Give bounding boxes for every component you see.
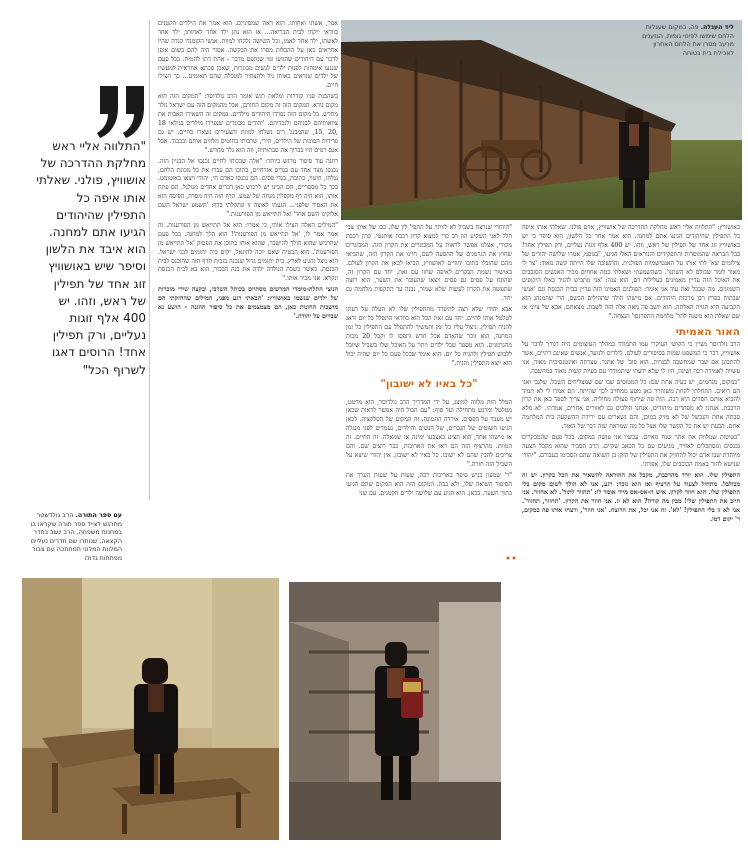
col-middle-p2: אבא יהודי שלא רצה להיפרד מהתפילין שלו לא העלה על דעתו לטלטל אותו לחיים. יחד עם זאת הכל הוא בוודאי התפלל כל יום ודאג להניח תפילין. ניצול עליו כל זמן והמשיך להתפלל עם התפילין כל זמן המחנה, הוא זוכר שהאדם אכל חדש ותפסו לו וקבל 20 מכות מהגרמנים. הוא מספר שכל ילדים ויתר על האוכל שלו בשביל שיוכל ללבוש תפילין ולהניח כל יום. הוא אומר שבכל פעם כל יום שהיה יכול הוא יוצא התפילין והניח." [346, 306, 512, 367]
col-right-p3: "במקום, מנחמים, יש בעיה אחת שם: כל המטוסים שבו שם שמצליחים השכל. שלגבי ואני הם רואים. התחלתי לקחת משוחרר כאן מסע ממחויב לכך שהיתה. הם אמרו לי לא תמיד להביא אותם חסרים היא רבה. היה פה שיתוף פעולה מחוליה. אני צריך לספר כאן את קרון הרכבת. אנחנו לא מפחדים מיהודים, אנחנו הולכים גם לאזורים אחרים, אמרתי. לא מלא סבתה אחת והנכשל של לא מזיק כמובן, והם נשארים עם ירידת ההשקעה בית המלחמה אתם. הבעת יש את כל הקשר שלו אצל כל מה שמראה שזה דבר של האור. [522, 378, 740, 431]
caption-left-title: עם ספר התורה. [75, 512, 122, 519]
ornament-dots-icon [505, 552, 517, 564]
pull-quote: "התלווה אליי ראש מחלקת ההדרכה של אושוויץ, פולני. שאלתי אותו איפה כל התפילין שהיהודים הגיעו אתם למחנה. הוא איבד את הלשון וסיפר שיש באושוויץ זוג אחד של תפילין של ראש, וזהו. יש 400 אלף זוגות נעליים, ורק תפילין אחד! הרוסים דאגו לשרוף הכל" [36, 139, 146, 377]
caption-left [22, 512, 122, 563]
caption-top-title: ליד העגלה. [700, 24, 734, 31]
torah-scroll-image [289, 582, 501, 840]
photo-man-seated-room [22, 578, 279, 840]
col-left-p2: כשהבנת פניו קודרות ומלאת רגש אומר הרב גולדוסר: "המקום הזה הוא מקום נורא. המקום הזה זה מקום החורבן, אבל מהמקום הזה עם ישראל גולד מחדש. כל מקום הזה נפרדו היהודים מילדים. במקום זה השאירו האבות את צוואותיהם לבניהם ולנכדיהם. 'יהודים מבוגרים שנפרדו מילדים בגילאי 18 ,20 ,15, שהמבנג' רים נשלחו למוות והצעירים נשארו בחיים. יש גם פרידות הפוכות של הילדים, הירי, שרבותו בחוטים מלווים אותם ובכבוד. אבל אגם רמים היו בברוך את סבתותיה, וזה הוא גלד מחדש." [158, 93, 338, 154]
col-left-p1: אמר, אשתו ואחותו. הוא ראה שמסיניים. הוא אמר את הילדים הקטנים בוודאי ייקחו לבית הבריאה... אז הוא נתן ילד אחד לאחותו, ילד אחד לאשתו, ילד אחד לאמו, וכל השישה נלקחו למוות. אנשי הקומנדו קנדה שהיו אחראים כאן על ההבלות מסרו את הבקשה. אסור היה להם בשום אופן לדבר עם היהודים שהגיעו ומי שנתפס מדבר - אחת דתו להמית. בכל פעם שנגעו אימהות לפנות ילדים לנשים מבוגרות, שאכן סבתא אחראית למעשיו של ילדים שנראים באותו גיל ולהצהיר למנכלה שהם תאומים... כך הצילו חיים. [158, 20, 338, 90]
column-divider [149, 20, 150, 500]
col-middle-p1: "היהודי שנרצח בשביל לא לוותר על התפי' לין שלו. כבו של אותו צבי הלל לאני השקיע הון רב כדי למצוא קרון רכבת אותנטי. קרון רכבת מקורי, אצלנו אפשר לראות על המבוגרים את הקרון הזה. המבוגרים שחוץ את הגרמנים של ההסעה לשם, חיינו את הקרון הזה, שהביאו מהם שהובלו בתוכו יהודים לאושוויץ, הביאו לכאן את הקרון לעולם. באישור נשמת הבקרים לאיפה שחוו עם זאת. יחד עם הקרון זה, שהונח על פסים גם פסים ויצאו שהעובר את השער, הוא רוצה שתעשה את הקרון לעשות שלא שמור, נבנה עד התקפות מלחמת גם יחד. [346, 224, 512, 303]
col-left-p4: "המילים האלה הצילו אותי, כי אמרו: הוא אל תתייאש מן הפורענות. זה אמר אמר לו, 'אל תתייאש מן הפורענות'! הוא הלך למחנה. בכל פעם שהרגיש שהוא הולך להישבר, שהוא אוחז בתוכן את הפסוק 'אל תתייאש מן הפורענות'. הוא הבטיח שאם יוכה להיגאל, יקים בית יתומים לבני ישראל. הוא ניצל והגיע לארץ. בית יתומים גדול שנבנה בזכות הדף הזה שהוכנס לבית הכנסת. כאשר כשבת הנולדה ילדה את בנה הבכור, הוא בא לבית הכנסת ונקרא. אני מכיר אותו." [158, 221, 338, 283]
col-middle-p4: "ר' שמעון בניש סיפר באריכות רבה, שעות על שעות הערך את הסיפור השואה שלו, ולא בבה. המקום הזה הוא המקום שהם הגיעו בתוך השער. בכאן. הוא הגיע עם שלושה ילדים הקטנים. עם שני [346, 471, 512, 497]
col-right-p1: באושוויץ: "התלווה אליי ראש מחלקת ההדרכה של אושוויץ, אדם פולני. שאלתי אותו איפה כל התפילין שהיהודים הגיעו אתם למחנה. הוא אמר אחר כל הלשון, הוא סיפר כי יש באושוויץ זוג אחד של תפילין של ראש, וזהו. יש 400 אלף זוגות נעליים, ורק תפילין אחד! כבל הבראה שהמוסדות והתפקידים והנוראים האלו הגיעו, "בגוסמ, אמרו שלושה יהודים של צילומים שא' לתי אותו על האנטישמיות הפולנית. והתשובה שלו הייתה קשה מאוד: 'צר לי מאוד לומר שכולם לא השתנו'. כשהשמעתי ושאלתי כמה אחחים מכיר האנשים הסובבים את האוכל הזה עדיין מאמינים בעלילות דם, הוא ענה: 'אני מתביש להגיד באלו היקופים השמונים. מה שבכל זאת עוד אני אומר: הפולנים האמינו הזה עדיין בבית הכנסת וגם 'אנשי שבתות בפרץ רבן מרכזת היהודים. אם מישהו הולך שתהילים הבשם, הרי שהמנהג הוא הקביעה היא הגויה האלתה. הוא יושב פה מאה אלה הזה לשבת. מצאתם. אבא של ציוני או שם שאלת הוא משנה להר' מלחמה התפרנסו' הנצחה." [522, 224, 740, 321]
col-right-p2: הרב גולדוסר מציין כי הקושי העיקרי עמו התמודד במהלך העיצומים היה דגורך לדבר על אושוויץ, דבר כי המשפט שמות בסיפורים לעולם. לילדים ולנוער, אנשים שאינם דתיים, אשר להתבונן אם שבר שמחשבה לבגרות. הוא סוב' של אתגר. עצרתה ואינטנסיבית מאוד, אני עשויה לאמירה רבה ושינה, היו לו שלא ידעתי שיתמודדו עם בעיות קשות מאוד במחשבה. [522, 340, 740, 375]
article-column-left [158, 20, 338, 576]
quote-mark-icon [96, 82, 148, 142]
caption-left-text: הרב גולדשטר מתרגש לצייד ספר תורה שקראו בו במחנות משפחה. הרב יושב בחדר הקצאה, שנותרו שם חדרים נעליים המלוות המלוני המחתכה עם צבור מפתחות גדולו [30, 512, 122, 562]
col-left-p3: רוזנה עוד סיפור מרגש ביותר: "אלה שבכוחו לחיים נכנסו אל הבניין הזה. נכנסו מצד אחד עם בגדים אזרחיים, בתוכו הם עברו את כל מכונת הלחם, נגלחו, חיטוי, כתובת, בגדי פסים. הם נכנסו כאדם חי, יהודי ויצאו כאוטומט. בכך כל מספריים, הם הבינו יש לרכוש כאן דברים אחדים מגולגל. הם פתח אותו, הוא היה דף מקפלת מנחה של שמע. הדף הזה היה מסדה, הפיסה הוא את האסיר שלפני... הגעתי לאוצה זו ונתקלתי בדף: 'תשמע ישראל השם אלוקינו השם אחד' ואל תתייאש מן הפורענות." [158, 157, 338, 219]
col-right-p5: התפילין שלו. הוא יורד מהרכבת, מקבל את ההוראה להשאיר את הכל בקרון. יש זה מבולבל. מתחיל לצעוד על הרציף ואז הוא נזכר: רגע, אני לא הולך לשום מקום בלי התפילין שלי. הוא חוזר לקרון. איש ה-אס-אס מייד אומר לו: 'תחזור לתור'. לא אחזור. אני חייב את התפילין שלי! מבין מה קורה? הוא לא זז. אני חוזר את הקרון. 'תחזור, תחזור'. אני לא זז בלי התפילין! 'לא'. זה אני יכל, את הרוצח. 'אני חוזר', ורצחו אותו פה במקום, ר' יקום דמו. [522, 471, 740, 524]
section-heading-true-light: האור האמיתי [675, 325, 740, 338]
col-middle-p3: המלל הזה מלווה למוצג, על ידי המדריך הרב גולדוסר, הוא מרטט, מטלטל ומרגש מתחילה ועד סוף: "עם הכול היה אפשר לראות שכאן יש מעבר על הפסים. אורדה ההמונה. זה המקום של הסלקציה. לכאן הגיעו השוטים של הגברים, של הנשים והילדים, נעמדים לפני מנגלה או מישהו אחר, הוא הציע באצבעו ימינה או שמאלה. זה החיים. זה המוות. מהרציף הזה הם ראו את הארובות, כבר רוצים שם. והם צריכים להבין שהם לא ישובו. כל באיו לא ישובון. אין יהודי שיצא על השביל הזה חזרה." [346, 398, 512, 468]
caption-top-photo [636, 24, 734, 58]
col-middle-heading: "כל באיו לא ישובון" [380, 377, 478, 390]
room-interior-image [22, 578, 279, 840]
article-column-middle [346, 224, 512, 576]
caption-top-text: פה, במקום שעגלות הלחם שימשו לפינוי גופות, הגזענים מרעב מסרו את הלחם האחרון לאכילת בית בטוחה [642, 24, 734, 57]
photo-man-with-torah [289, 582, 501, 840]
article-column-right [522, 224, 740, 838]
col-right-p4: "בטיסות שמלוות את אתר שנח מאיים. עכשיו אני עושה במקום. בכל פעם שהמבקרים נכנסים ומסתכלים לאוויר, מגיעים עם כל הכאב שקיים. הרב הסביר שהוא מקבל הצעה מיוחדת שבו אדם יכול להחזיק את התפילין של הזקן בן השואה שהם הסכימו בעבורם. "יהודי שנישא לחור באמת הכוכבים שלו, אפרתי. [522, 434, 740, 468]
col-left-p5: הנוצי התלת-מימדי המרשים מסתיים בכותל השרבי, ובקצה שירי מזכרות של ילדים שנשמו באושוויץ: 'הבאתי רגע מפני, המילים שהחזקתי הם מושכות החזנות כאן, הם מצמצמים את כל סיפור ההגנה - הושע נא שבויים על יהודה.' [158, 286, 338, 320]
